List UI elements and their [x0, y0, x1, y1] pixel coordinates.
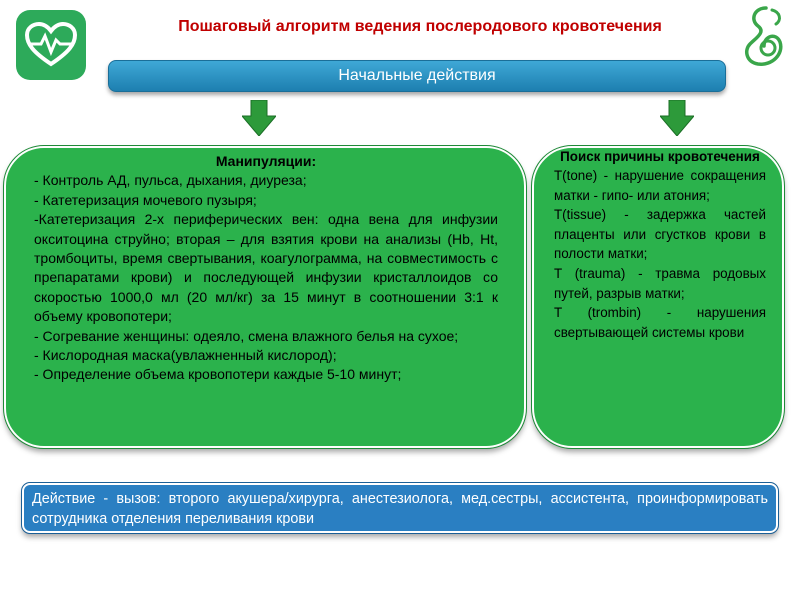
manipulation-item: - Контроль АД, пульса, дыхания, диуреза; — [34, 172, 307, 189]
initial-actions-bar: Начальные действия — [108, 60, 726, 92]
causes-heading: Поиск причины кровотечения — [560, 149, 760, 164]
cause-item: T (trauma) - травма родовых путей, разрыв матки; — [554, 265, 766, 301]
down-arrow-icon — [660, 100, 694, 136]
causes-box — [532, 146, 784, 448]
heartbeat-heart-icon — [16, 10, 86, 80]
manipulations-box — [4, 146, 526, 448]
manipulation-item: - Определение объема кровопотери каждые 5-10 минут; — [34, 366, 402, 383]
mother-child-icon — [736, 4, 790, 68]
manipulation-item: - Согревание женщины: одеяло, смена влажного белья на сухое; — [34, 327, 459, 344]
cause-item: T(tone) - нарушение сокращения матки - гипо- или атония; — [554, 168, 766, 203]
action-call-box: Действие - вызов: второго акушера/хирурга, анестезиолога, мед.сестры, ассистента, проинформировать сотрудника отделения переливания крови — [22, 483, 778, 533]
manipulations-heading: Манипуляции: — [215, 153, 317, 169]
manipulation-item: - Кислородная маска(увлажненный кислород); — [34, 347, 337, 364]
down-arrow-icon — [242, 100, 276, 136]
cause-item: T(tissue) - задержка частей плаценты или сгустков крови в полости матки; — [554, 207, 766, 262]
manipulation-item: -Катетеризация 2-х периферических вен: одна вена для инфузии окситоцина струйно; вторая – для взятия крови на анализы (Hb, Ht, тромбоциты, время свертывания, коагулограмма, на совместимость с препаратами крови) и последующей инфузии кристаллоидов со скоростью 1000,0 мл (20 мл/кг) за 15 минут в соотношении 3:1 к объему кровопотери; — [34, 211, 498, 325]
page-title: Пошаговый алгоритм ведения послеродового кровотечения — [178, 18, 662, 35]
manipulation-item: - Катетеризация мочевого пузыря; — [34, 191, 257, 208]
cause-item: T (trombin) - нарушения свертывающей системы крови — [554, 305, 766, 340]
